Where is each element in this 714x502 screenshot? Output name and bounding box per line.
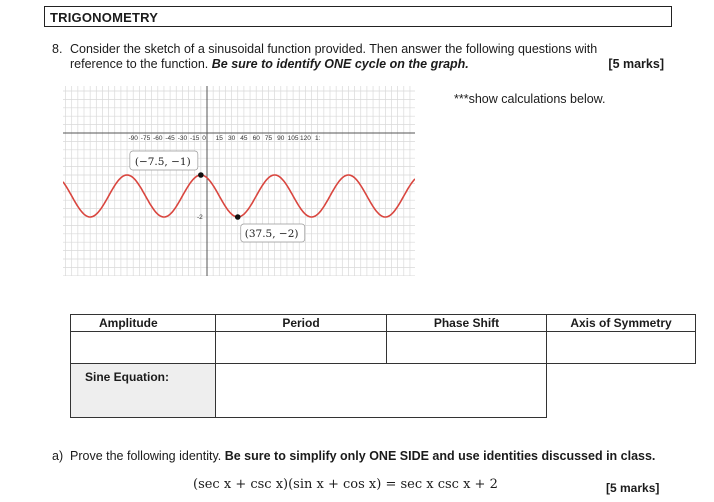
question-marks: [5 marks] bbox=[608, 57, 664, 71]
identity-equation: (sec x + csc x)(sin x + cos x) = sec x csc x + 2 bbox=[193, 477, 498, 492]
x-tick-label: 1: bbox=[314, 135, 321, 142]
section-header bbox=[44, 6, 672, 27]
period-answer-cell[interactable] bbox=[216, 332, 387, 364]
x-tick-label: 90 bbox=[277, 135, 285, 142]
question-text-1: Consider the sketch of a sinusoidal function provided. Then answer the following questions with bbox=[70, 42, 598, 56]
x-tick-label: -45 bbox=[165, 135, 175, 142]
calculation-note: ***show calculations below. bbox=[454, 92, 606, 106]
answer-table-blank-row bbox=[71, 332, 696, 364]
x-tick-label: 45 bbox=[240, 135, 248, 142]
max-point bbox=[198, 172, 204, 178]
phase-shift-answer-cell[interactable] bbox=[387, 332, 547, 364]
axis-of-symmetry-answer-cell[interactable] bbox=[547, 332, 696, 364]
answer-table bbox=[70, 314, 696, 418]
max-point-label: (−7.5, −1) bbox=[134, 156, 191, 168]
question-emphasis: Be sure to identify ONE cycle on the graph. bbox=[211, 57, 469, 71]
question-text-2: reference to the function. bbox=[70, 57, 212, 71]
question-line-2 bbox=[52, 57, 672, 72]
part-a-text: Prove the following identity. bbox=[70, 449, 225, 463]
phase-shift-header: Phase Shift bbox=[387, 315, 547, 332]
x-tick-label: -60 bbox=[153, 135, 163, 142]
x-tick-label: -75 bbox=[140, 135, 151, 142]
amplitude-header: Amplitude bbox=[71, 315, 216, 332]
x-tick-label: 0 bbox=[202, 135, 206, 142]
x-tick-label: -90 bbox=[128, 135, 138, 142]
sine-equation-row bbox=[71, 364, 696, 418]
x-tick-label: -30 bbox=[177, 135, 188, 142]
part-a-emphasis: Be sure to simplify only ONE SIDE and use identities discussed in class. bbox=[224, 449, 656, 463]
x-tick-label: 30 bbox=[227, 135, 236, 142]
x-tick-label: -15 bbox=[189, 135, 200, 142]
y-tick-label: -2 bbox=[197, 214, 203, 221]
question-line-1 bbox=[52, 42, 672, 57]
min-point bbox=[235, 214, 241, 220]
x-tick-label: 60 bbox=[252, 135, 260, 142]
sine-equation-label: Sine Equation: bbox=[71, 364, 216, 418]
axis-of-symmetry-header: Axis of Symmetry bbox=[547, 315, 696, 332]
part-a bbox=[52, 448, 672, 464]
amplitude-answer-cell[interactable] bbox=[71, 332, 216, 364]
section-title: TRIGONOMETRY bbox=[50, 10, 159, 25]
x-tick-label: 105 bbox=[287, 135, 299, 142]
question-8 bbox=[52, 42, 672, 72]
question-number: 8. bbox=[52, 42, 63, 56]
part-a-marks: [5 marks] bbox=[606, 481, 660, 495]
answer-table-header-row bbox=[71, 315, 696, 332]
x-tick-label: 15 bbox=[215, 135, 223, 142]
x-tick-label: 120 bbox=[299, 135, 311, 142]
sinusoid-graph bbox=[63, 86, 415, 276]
part-a-prefix: a) bbox=[52, 449, 64, 463]
min-point-label: (37.5, −2) bbox=[244, 228, 299, 240]
x-tick-label: 75 bbox=[264, 135, 273, 142]
empty-cell bbox=[547, 364, 696, 418]
period-header: Period bbox=[216, 315, 387, 332]
sine-equation-answer-cell[interactable] bbox=[216, 364, 547, 418]
